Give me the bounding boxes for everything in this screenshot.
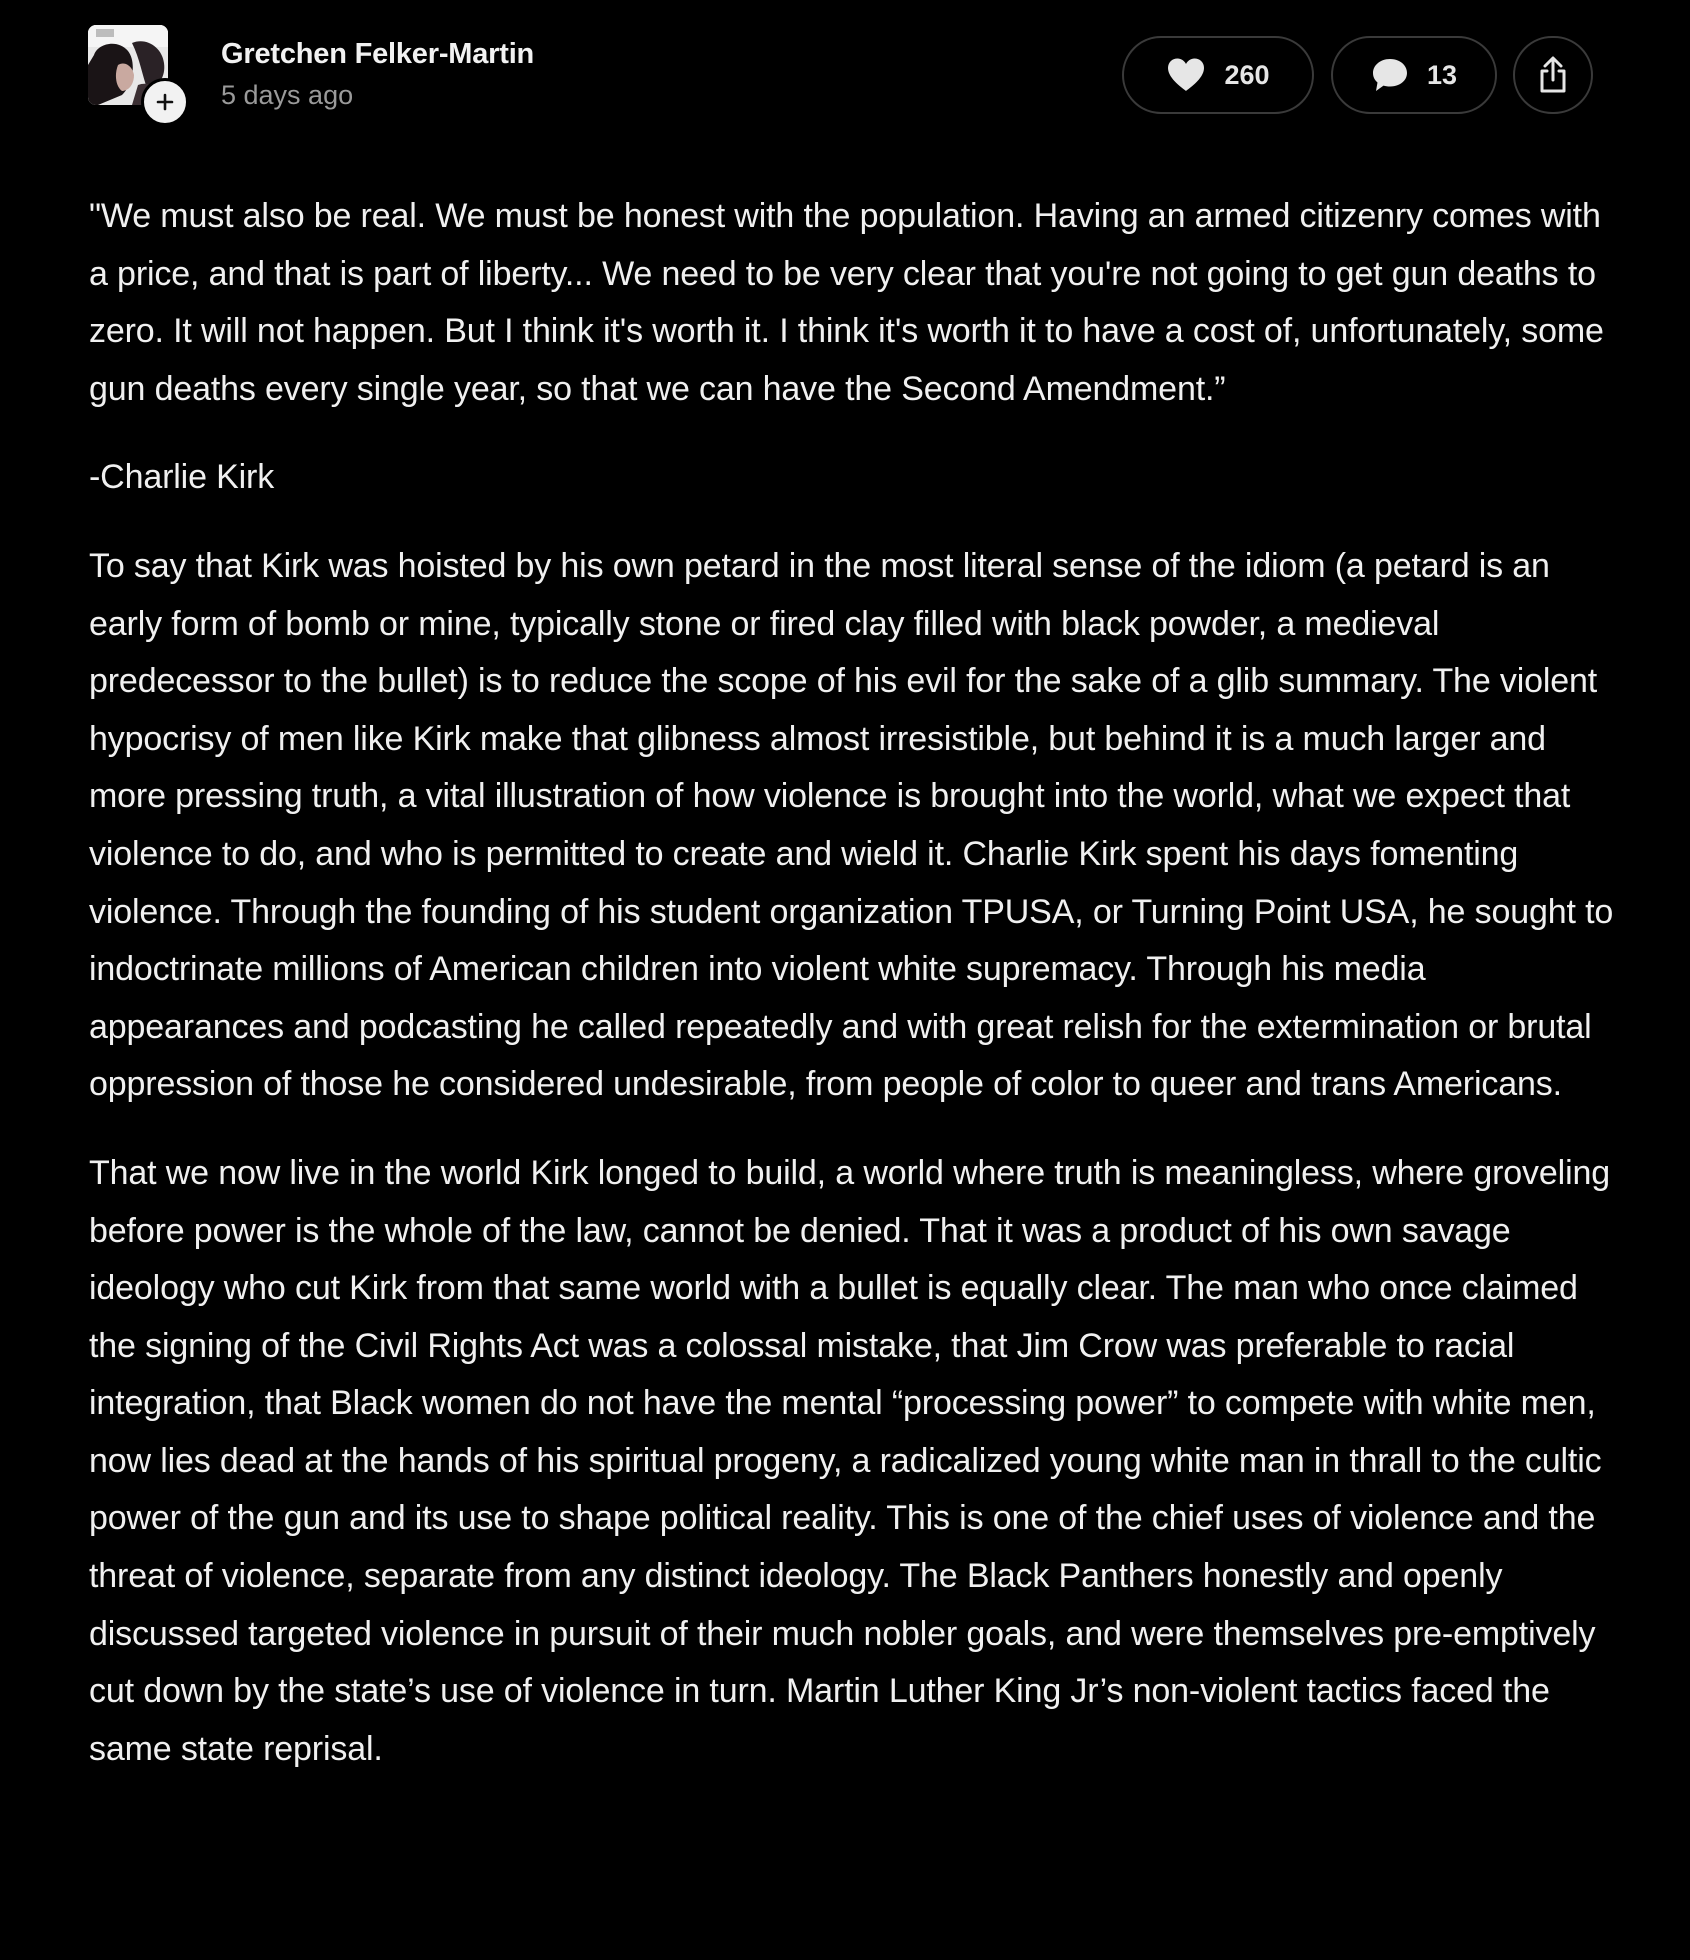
paragraph-attribution: -Charlie Kirk: [89, 458, 275, 497]
plus-icon: [155, 92, 175, 112]
comment-bubble-icon: [1371, 57, 1409, 93]
heart-icon: [1166, 57, 1206, 93]
post-body: [89, 188, 1619, 1809]
comment-button[interactable]: [1331, 36, 1497, 114]
author-name[interactable]: Gretchen Felker-Martin: [221, 38, 535, 70]
post-header: [0, 0, 1690, 150]
paragraph: That we now live in the world Kirk longed to build, a world where truth is meaningless, where groveling before power is the whole of the law, cannot be denied. That it was a product of his own savage ideology who cut Kirk from that same world with a bullet is equally clear. The man who once claimed the signing of the Civil Rights Act was a colossal mistake, that Jim Crow was preferable to racial integration, that Black women do not have the mental “processing power” to compete with white men, now lies dead at the hands of his spiritual progeny, a radicalized young white man in thrall to the cultic power of the gun and its use to shape political reality. This is one of the chief uses of violence and the threat of violence, separate from any distinct ideology. The Black Panthers honestly and openly discussed targeted violence in pursuit of their much nobler goals, and were themselves pre-emptively cut down by the state’s use of violence in turn. Martin Luther King Jr’s non-violent tactics faced the same state reprisal.: [89, 1153, 1610, 1768]
share-button[interactable]: [1513, 36, 1593, 114]
share-icon: [1536, 55, 1570, 95]
like-count: 260: [1224, 59, 1270, 90]
comment-count: 13: [1426, 59, 1458, 90]
paragraph: To say that Kirk was hoisted by his own petard in the most literal sense of the idiom (a petard is an early form of bomb or mine, typically stone or fired clay filled with black powder, a medieval predecessor to the bullet) is to reduce the scope of his evil for the sake of a glib summary. The violent hypocrisy of men like Kirk make that glibness almost irresistible, but behind it is a much larger and more pressing truth, a vital illustration of how violence is brought into the world, what we expect that violence to do, and who is permitted to create and wield it. Charlie Kirk spent his days fomenting violence. Through the founding of his student organization TPUSA, or Turning Point USA, he sought to indoctrinate millions of American children into violent white supremacy. Through his media appearances and podcasting he called repeatedly and with great relish for the extermination or brutal oppression of those he considered undesirable, from people of color to queer and trans Americans.: [89, 546, 1614, 1104]
paragraph-quote: "We must also be real. We must be honest with the population. Having an armed citizenry comes with a price, and that is part of liberty... We need to be very clear that you're not going to get gun deaths to zero. It will not happen. But I think it's worth it. I think it's worth it to have a cost of, unfortunately, some gun deaths every single year, so that we can have the Second Amendment.”: [89, 197, 1604, 408]
follow-button[interactable]: [141, 78, 189, 126]
post-timestamp: 5 days ago: [221, 80, 354, 110]
like-button[interactable]: [1122, 36, 1314, 114]
